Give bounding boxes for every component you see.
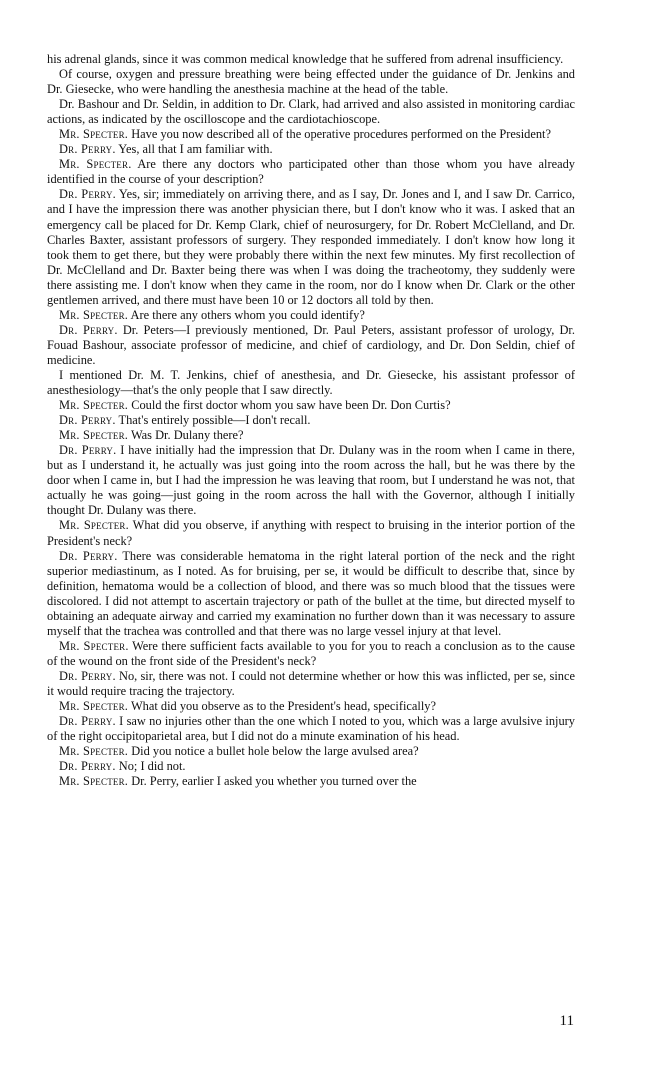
paragraph [47,714,575,744]
paragraph-text: I saw no injuries other than the one which I noted to you, which was a large avulsive injury of the right occipitoparietal area, but I did not do a minute examination of his head. [47,714,575,744]
paragraph-text: Of course, oxygen and pressure breathing were being effected under the guidance of Dr. Jenkins and Dr. Giesecke, who were handling the anesthesia machine at the head of the table. [47,67,575,97]
paragraph [47,774,575,789]
paragraph [47,398,575,413]
speaker-label: Mr. Specter. [59,638,129,653]
paragraph [47,97,575,127]
paragraph [47,308,575,323]
paragraph [47,443,575,518]
paragraph-text: Yes, all that I am familiar with. [118,142,273,157]
speaker-label: Dr. Perry. [59,668,116,683]
speaker-label: Dr. Perry. [59,714,116,729]
speaker-label: Dr. Perry. [59,548,118,563]
paragraph-text: Dr. Bashour and Dr. Seldin, in addition to Dr. Clark, had arrived and also assisted in monitoring cardiac actions, as indicated by the oscilloscope and the cardiotachioscope. [47,97,575,127]
paragraph-text: What did you observe as to the President's head, specifically? [130,699,437,714]
paragraph [47,127,575,142]
paragraph-text: Were there sufficient facts available to you for you to reach a conclusion as to the cause of the wound on the front side of the President's neck? [47,638,576,668]
paragraph-text: There was considerable hematoma in the right lateral portion of the neck and the right superior mediastinum, as I noted. As for bruising, per se, it would be difficult to describe that, since by definition, hematoma would be a collection of blood, and there was so much blood that the tissues were discolored. I did not attempt to ascertain trajectory or path of the bullet at the time, but directed myself to obtaining an adequate airway and carried my examination no further down than it was necessary to assure myself that the trachea was controlled and that there was no large vessel injury at that level. [47,548,575,638]
paragraph [47,428,575,443]
speaker-label: Dr. Perry. [59,443,117,458]
paragraph-text: his adrenal glands, since it was common medical knowledge that he suffered from adrenal insufficiency. [47,52,564,66]
paragraph-text: Are there any doctors who participated other than those whom you have already identified in the course of your description? [47,157,575,187]
paragraph [47,759,575,774]
speaker-label: Mr. Specter. [59,398,129,413]
testimony-text [47,52,575,789]
page-number: 11 [559,1013,574,1029]
paragraph [47,187,575,307]
paragraph [47,323,575,368]
speaker-label: Dr. Perry. [59,413,116,428]
paragraph [47,142,575,157]
speaker-label: Mr. Specter. [59,744,129,759]
paragraph [47,744,575,759]
paragraph-text: Are there any others whom you could identify? [130,307,365,322]
paragraph [47,518,575,548]
paragraph-text: Yes, sir; immediately on arriving there, and as I say, Dr. Jones and I, and I saw Dr. Carrico, and I have the impression there was another physician there, but I don't know who it was. I asked that an emergency call be placed for Dr. Kemp Clark, chief of neurosurgery, for Dr. Robert McClelland, and Dr. Charles Baxter, assistant professors of surgery. They responded immediately. I don't know how long it took them to get there, but they were probably there within the next few minutes. My first recollection of Dr. McClelland and Dr. Baxter being there was when I was doing the tracheotomy, they suddenly were there assisting me. I don't know when they came in the room, nor do I know when Dr. Clark or the other gentlemen arrived, and there must have been 10 or 12 doctors all told by then. [47,187,575,307]
speaker-label: Mr. Specter. [59,127,129,142]
speaker-label: Mr. Specter. [59,774,129,789]
paragraph [47,368,575,398]
speaker-label: Mr. Specter. [59,518,129,533]
paragraph-text: Dr. Peters—I previously mentioned, Dr. Paul Peters, assistant professor of urology, Dr. Fouad Bashour, associate professor of medicine, and chief of cardiology, and Dr. Don Seldin, chief of medicine. [47,322,575,367]
speaker-label: Mr. Specter. [59,699,129,714]
speaker-label: Mr. Specter. [59,428,129,443]
paragraph-text: Did you notice a bullet hole below the large avulsed area? [131,744,419,759]
paragraph-text: No, sir, there was not. I could not determine whether or how this was inflicted, per se, since it would require tracing the trajectory. [47,668,575,698]
paragraph-text: Dr. Perry, earlier I asked you whether you turned over the [131,774,417,789]
paragraph-text: No; I did not. [118,759,186,774]
paragraph [47,157,575,187]
paragraph-text: Have you now described all of the operative procedures performed on the President? [131,127,551,142]
speaker-label: Dr. Perry. [59,322,118,337]
paragraph-text: That's entirely possible—I don't recall. [118,413,311,428]
paragraph-text: What did you observe, if anything with respect to bruising in the interior portion of the President's neck? [47,518,576,548]
paragraph [47,413,575,428]
paragraph-text: Could the first doctor whom you saw have been Dr. Don Curtis? [131,398,451,413]
paragraph [47,67,575,97]
paragraph-text: I have initially had the impression that Dr. Dulany was in the room when I came in there, but as I understand it, he actually was just going into the room across the hall, but he was there by the door when I came in, but I had the impression he was leaving that room, but I understand he was not, that actually he was going—just going in the room across the hall with the Governor, although I initially thought Dr. Dulany was there. [47,443,575,518]
paragraph [47,549,575,639]
speaker-label: Dr. Perry. [59,187,116,202]
speaker-label: Mr. Specter. [59,157,132,172]
paragraph [47,52,575,67]
speaker-label: Dr. Perry. [59,142,116,157]
paragraph-text: Was Dr. Dulany there? [130,428,244,443]
paragraph [47,669,575,699]
paragraph [47,699,575,714]
speaker-label: Dr. Perry. [59,759,116,774]
paragraph [47,639,575,669]
speaker-label: Mr. Specter. [59,307,129,322]
paragraph-text: I mentioned Dr. M. T. Jenkins, chief of anesthesia, and Dr. Giesecke, his assistant professor of anesthesiology—that's the only people that I saw directly. [47,367,575,398]
